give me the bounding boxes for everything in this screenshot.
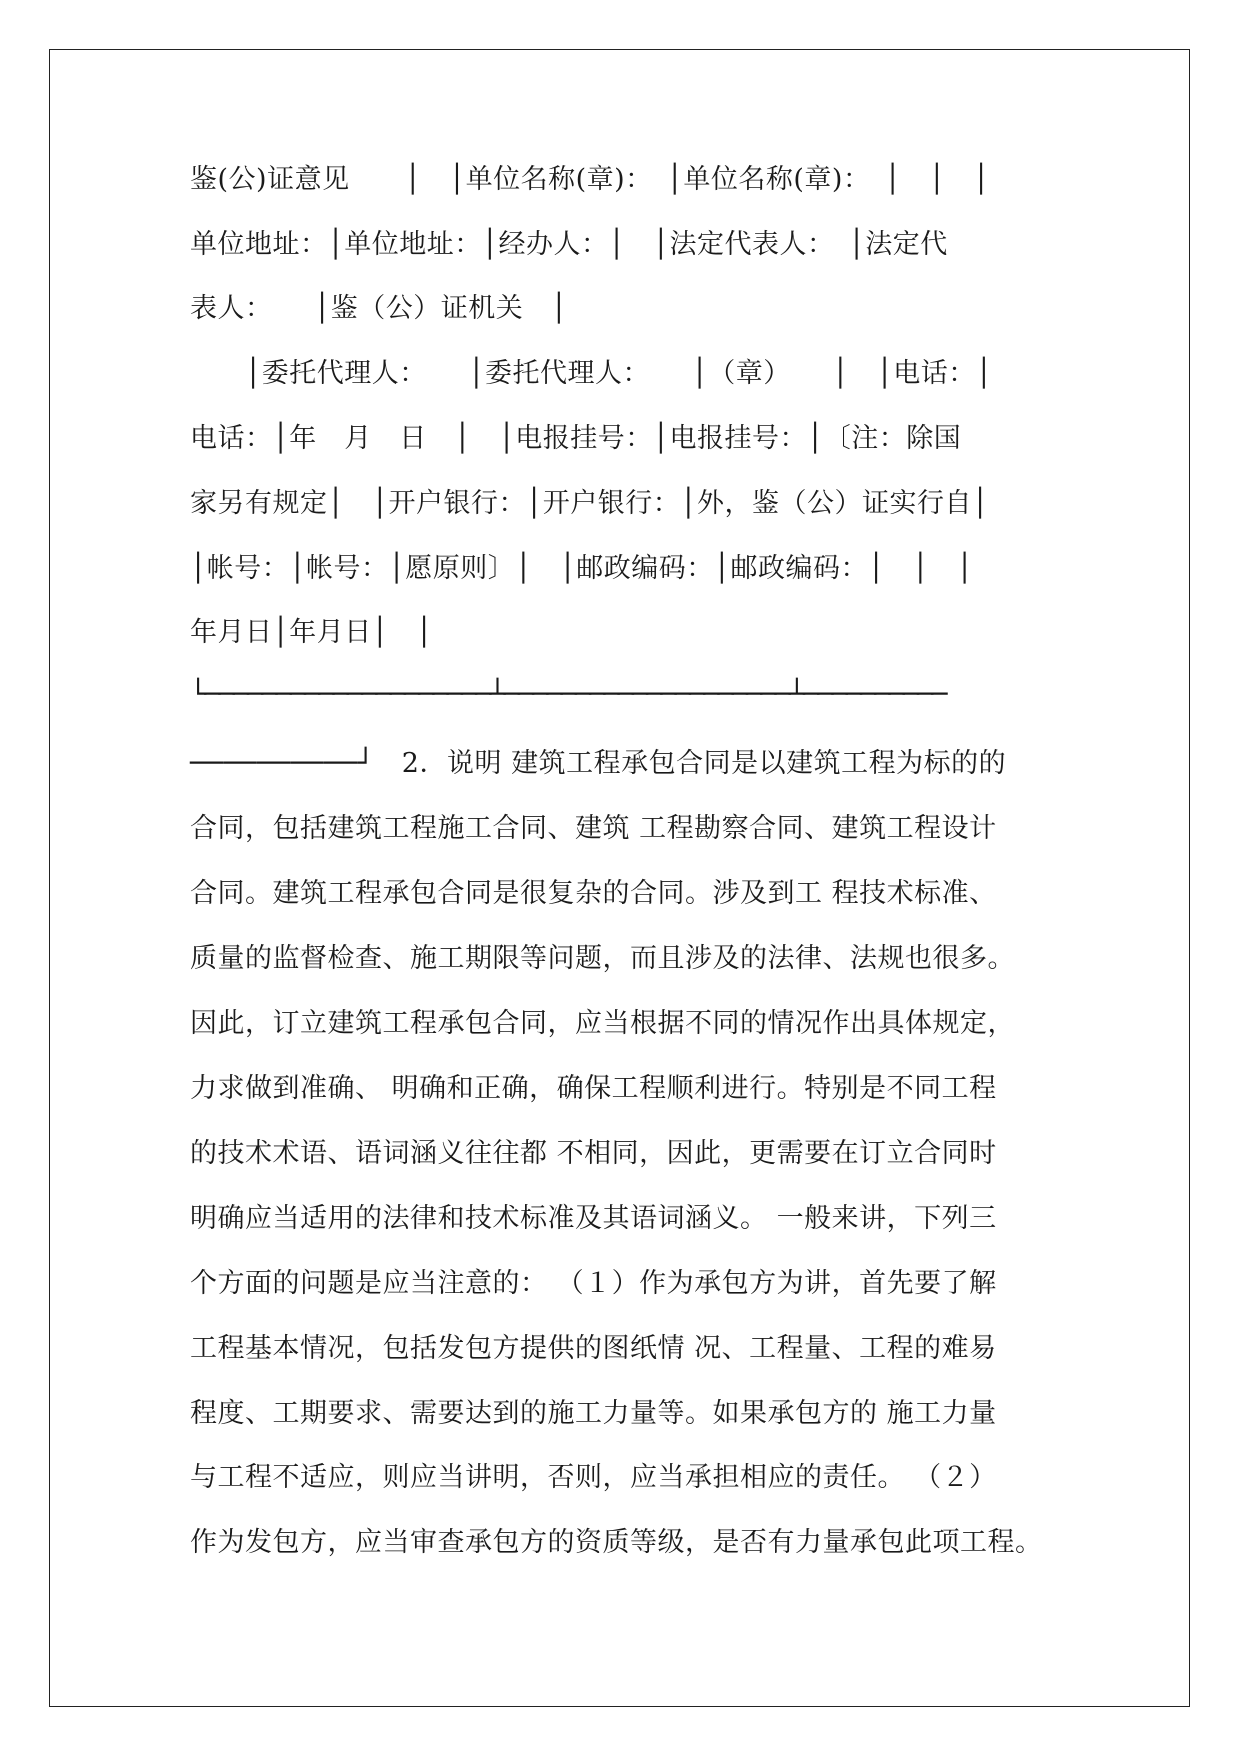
text-line: 年月日│年月日│ │ <box>190 617 433 648</box>
text-line: 质量的监督检查、施工期限等问题，而且涉及的法律、法规也很多。 <box>190 943 1015 974</box>
text-line: ──────────┘ 2．说明 建筑工程承包合同是以建筑工程为标的的 <box>190 748 1007 779</box>
text-line: 作为发包方，应当审查承包方的资质等级，是否有力量承包此项工程。 <box>190 1527 1043 1558</box>
text-line: 个方面的问题是应当注意的： （１）作为承包方为讲，首先要了解 <box>190 1268 997 1299</box>
text-line: │帐号：│帐号：│愿原则〕│ │邮政编码：│邮政编码：│ │ │ <box>190 553 974 584</box>
text-line: 表人： │鉴（公）证机关 │ <box>190 293 568 324</box>
text-line: 家另有规定│ │开户银行：│开户银行：│外，鉴（公）证实行自│ <box>190 488 989 519</box>
text-line: 因此，订立建筑工程承包合同，应当根据不同的情况作出具体规定， <box>190 1008 1015 1039</box>
text-line: 电话：│年 月 日 │ │电报挂号：│电报挂号：│〔注：除国 <box>190 423 962 454</box>
text-line: 与工程不适应，则应当讲明，否则，应当承担相应的责任。 （２） <box>190 1462 997 1493</box>
text-line: 工程基本情况，包括发包方提供的图纸情 况、工程量、工程的难易 <box>190 1333 997 1364</box>
text-line: 的技术术语、语词涵义往往都 不相同，因此，更需要在订立合同时 <box>190 1138 997 1169</box>
table-bottom-border: └────────────────────┴────────────────────┴────────── <box>190 679 946 710</box>
text-line: 明确应当适用的法律和技术标准及其语词涵义。 一般来讲，下列三 <box>190 1203 997 1234</box>
text-line: 程度、工期要求、需要达到的施工力量等。如果承包方的 施工力量 <box>190 1398 997 1429</box>
text-line: 力求做到准确、 明确和正确，确保工程顺利进行。特别是不同工程 <box>190 1073 997 1104</box>
text-line: │委托代理人： │委托代理人： │（章） │ │电话：│ <box>190 358 993 389</box>
text-line: 单位地址：│单位地址：│经办人：│ │法定代表人： │法定代 <box>190 229 948 260</box>
text-line: 鉴(公)证意见 │ │单位名称(章)： │单位名称(章)： │ │ │ <box>190 164 990 195</box>
text-line: 合同，包括建筑工程施工合同、建筑 工程勘察合同、建筑工程设计 <box>190 813 997 844</box>
text-line: 合同。建筑工程承包合同是很复杂的合同。涉及到工 程技术标准、 <box>190 878 997 909</box>
